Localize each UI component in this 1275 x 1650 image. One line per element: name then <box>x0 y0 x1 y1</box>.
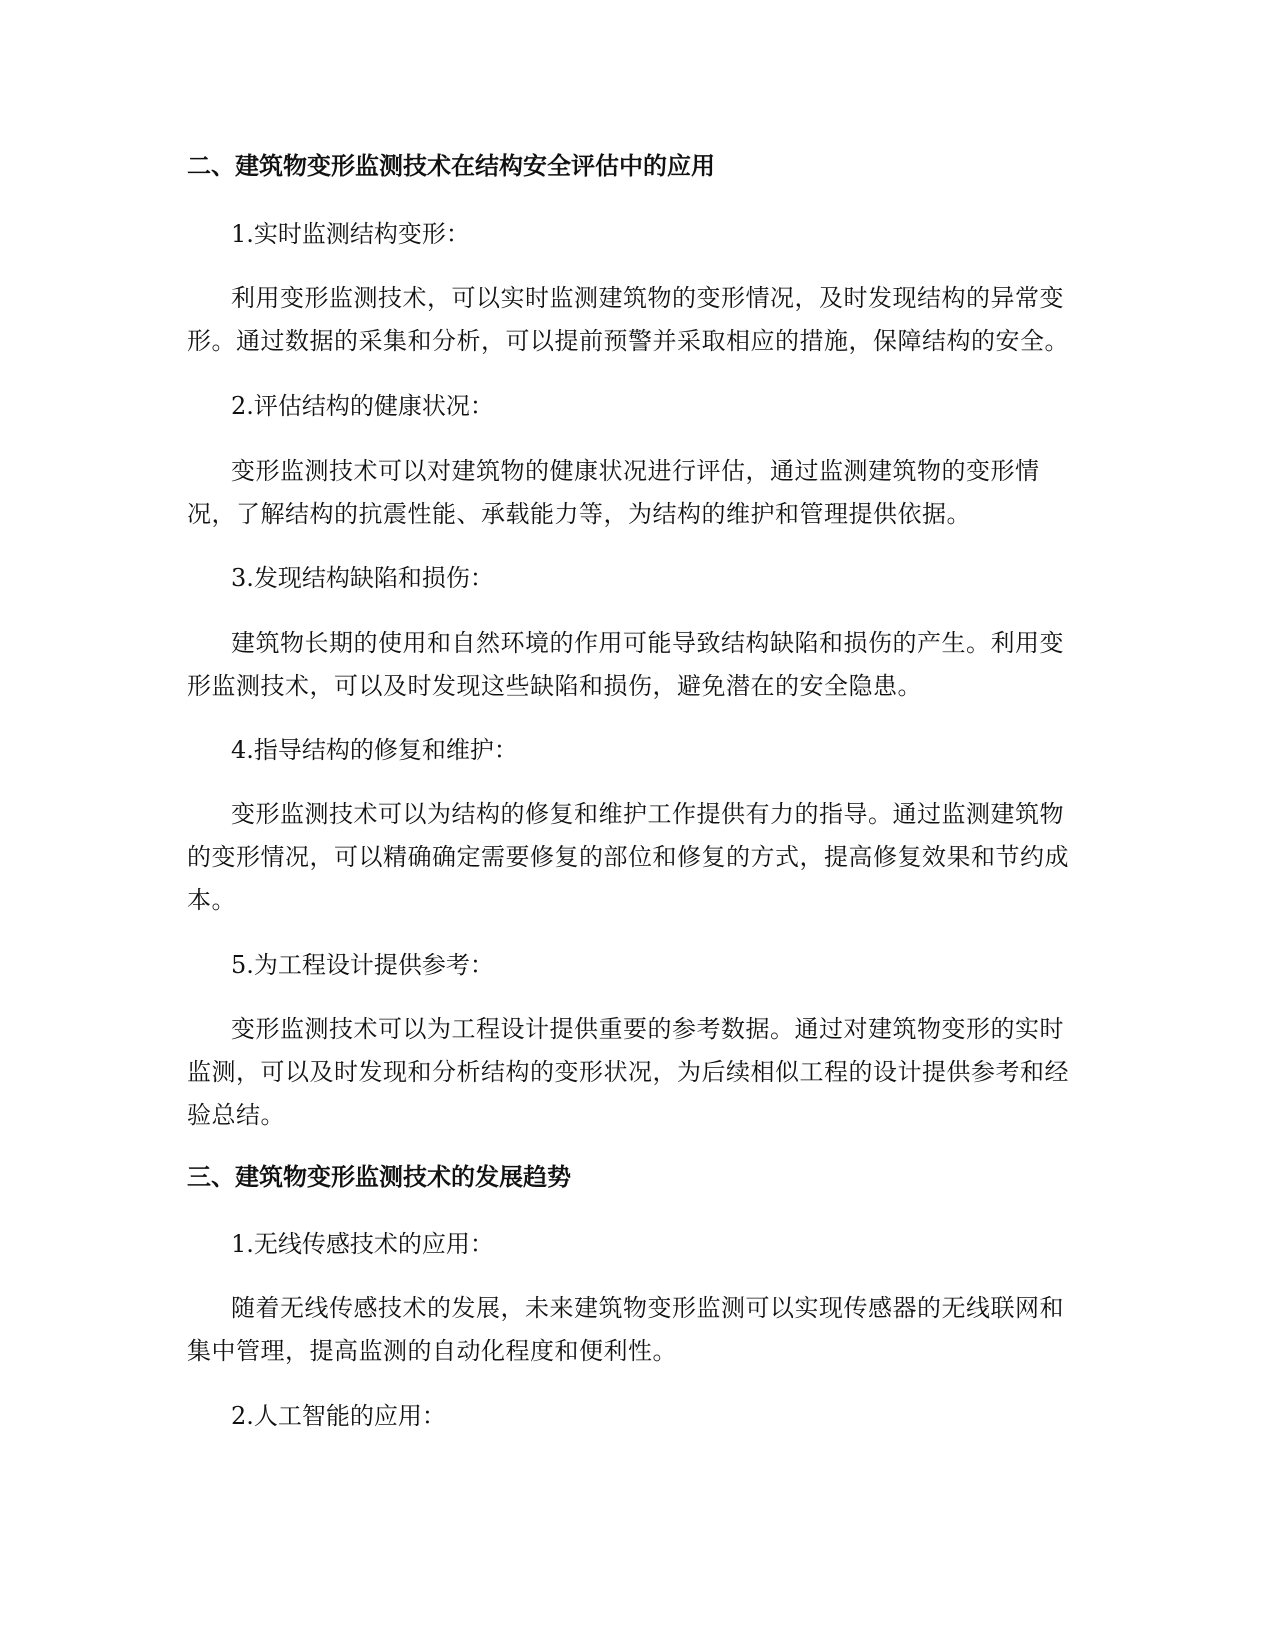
paragraph-2-3: 建筑物长期的使用和自然环境的作用可能导致结构缺陷和损伤的产生。利用变形监测技术，可以及时发现这些缺陷和损伤，避免潜在的安全隐患。 <box>187 629 1064 700</box>
subheading-2-4: 4.指导结构的修复和维护： <box>231 736 518 764</box>
subheading-2-1: 1.实时监测结构变形： <box>231 220 470 248</box>
section-heading-2: 二、建筑物变形监测技术在结构安全评估中的应用 <box>187 152 715 180</box>
paragraph-2-1: 利用变形监测技术，可以实时监测建筑物的变形情况，及时发现结构的异常变形。通过数据的采集和分析，可以提前预警并采取相应的措施，保障结构的安全。 <box>187 284 1069 355</box>
paragraph-2-5: 变形监测技术可以为工程设计提供重要的参考数据。通过对建筑物变形的实时监测，可以及时发现和分析结构的变形状况，为后续相似工程的设计提供参考和经验总结。 <box>187 1015 1069 1129</box>
paragraph-2-4: 变形监测技术可以为结构的修复和维护工作提供有力的指导。通过监测建筑物的变形情况，可以精确确定需要修复的部位和修复的方式，提高修复效果和节约成本。 <box>187 800 1069 914</box>
section-heading-3: 三、建筑物变形监测技术的发展趋势 <box>187 1163 571 1191</box>
subheading-3-2: 2.人工智能的应用： <box>231 1402 446 1430</box>
paragraph-3-1: 随着无线传感技术的发展，未来建筑物变形监测可以实现传感器的无线联网和集中管理，提高监测的自动化程度和便利性。 <box>187 1294 1064 1365</box>
subheading-2-2: 2.评估结构的健康状况： <box>231 392 494 420</box>
subheading-2-5: 5.为工程设计提供参考： <box>231 951 494 979</box>
subheading-3-1: 1.无线传感技术的应用： <box>231 1230 494 1258</box>
subheading-2-3: 3.发现结构缺陷和损伤： <box>231 564 494 592</box>
paragraph-2-2: 变形监测技术可以对建筑物的健康状况进行评估，通过监测建筑物的变形情况，了解结构的抗震性能、承载能力等，为结构的维护和管理提供依据。 <box>187 457 1040 528</box>
